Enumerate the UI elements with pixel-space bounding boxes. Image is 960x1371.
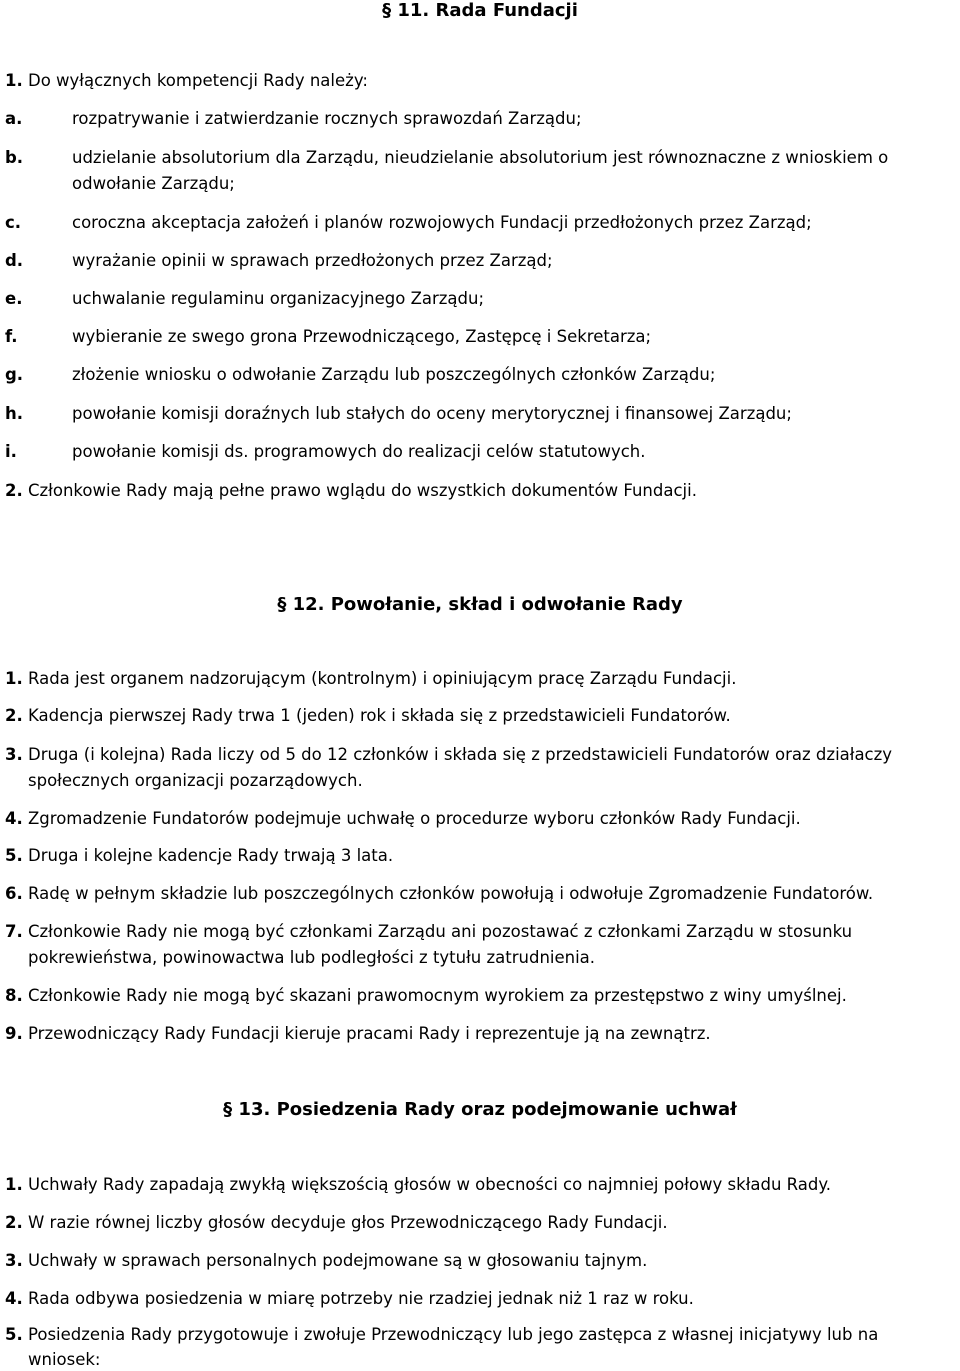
s12-point-9 bbox=[5, 1024, 711, 1043]
item-label: g. bbox=[5, 365, 24, 384]
s12-point-8 bbox=[5, 986, 847, 1005]
item-text: wybieranie ze swego grona Przewodniczącego, Zastępcę i Sekretarza; bbox=[72, 327, 652, 346]
point-number: 2. bbox=[5, 706, 23, 725]
s12-point-7-continued: pokrewieństwa, powinowactwa lub podległości z tytułu zatrudnienia. bbox=[28, 948, 596, 967]
s12-point-1 bbox=[5, 669, 736, 688]
point-number: 4. bbox=[5, 809, 23, 828]
s12-point-5 bbox=[5, 846, 393, 865]
point-text: Przewodniczący Rady Fundacji kieruje pracami Rady i reprezentuje ją na zewnątrz. bbox=[28, 1024, 711, 1043]
point-number: 3. bbox=[5, 745, 23, 764]
point-text: Członkowie Rady nie mogą być członkami Zarządu ani pozostawać z członkami Zarządu w stosunku bbox=[28, 922, 853, 941]
point-number: 1. bbox=[5, 669, 23, 688]
s11-point-1 bbox=[5, 71, 368, 90]
point-number: 2. bbox=[5, 1213, 23, 1232]
item-text: uchwalanie regulaminu organizacyjnego Zarządu; bbox=[72, 289, 485, 308]
s12-point-3-continued: społecznych organizacji pozarządowych. bbox=[28, 771, 363, 790]
s12-point-2 bbox=[5, 706, 731, 725]
point-number: 5. bbox=[5, 1325, 23, 1344]
item-label: e. bbox=[5, 289, 23, 308]
point-number: 5. bbox=[5, 846, 23, 865]
point-text: Rada odbywa posiedzenia w miarę potrzeby nie rzadziej jednak niż 1 raz w roku. bbox=[28, 1289, 694, 1308]
item-text-continued: odwołanie Zarządu; bbox=[72, 174, 235, 193]
point-number: 9. bbox=[5, 1024, 23, 1043]
point-number: 1. bbox=[5, 1175, 23, 1194]
s13-point-5 bbox=[5, 1325, 878, 1344]
point-number: 3. bbox=[5, 1251, 23, 1270]
s11-point-2 bbox=[5, 481, 697, 500]
point-text: Kadencja pierwszej Rady trwa 1 (jeden) rok i składa się z przedstawicieli Fundatorów. bbox=[28, 706, 731, 725]
point-text: Członkowie Rady nie mogą być skazani prawomocnym wyrokiem za przestępstwo z winy umyślnej. bbox=[28, 986, 847, 1005]
item-label: h. bbox=[5, 404, 24, 423]
point-number: 1. bbox=[5, 71, 23, 90]
point-text: Uchwały Rady zapadają zwykłą większością głosów w obecności co najmniej połowy składu Rady. bbox=[28, 1175, 832, 1194]
point-number: 7. bbox=[5, 922, 23, 941]
s12-point-3 bbox=[5, 745, 892, 764]
item-text: rozpatrywanie i zatwierdzanie rocznych sprawozdań Zarządu; bbox=[72, 109, 582, 128]
point-number: 6. bbox=[5, 884, 23, 903]
item-text: wyrażanie opinii w sprawach przedłożonych przez Zarząd; bbox=[72, 251, 553, 270]
s13-point-4 bbox=[5, 1289, 694, 1308]
item-text: coroczna akceptacja założeń i planów rozwojowych Fundacji przedłożonych przez Zarząd; bbox=[72, 213, 812, 232]
section-12-title: § 12. Powołanie, skład i odwołanie Rady bbox=[277, 594, 683, 615]
item-label: a. bbox=[5, 109, 23, 128]
s13-point-1 bbox=[5, 1175, 831, 1194]
point-text: Druga (i kolejna) Rada liczy od 5 do 12 członków i składa się z przedstawicieli Fundatorów oraz działaczy bbox=[28, 745, 893, 764]
item-text: złożenie wniosku o odwołanie Zarządu lub poszczególnych członków Zarządu; bbox=[72, 365, 716, 384]
section-13-title: § 13. Posiedzenia Rady oraz podejmowanie uchwał bbox=[223, 1099, 737, 1120]
point-text: Uchwały w sprawach personalnych podejmowane są w głosowaniu tajnym. bbox=[28, 1251, 648, 1270]
point-text: Zgromadzenie Fundatorów podejmuje uchwałę o procedurze wyboru członków Rady Fundacji. bbox=[28, 809, 801, 828]
s12-point-7 bbox=[5, 922, 852, 941]
item-label: f. bbox=[5, 327, 18, 346]
point-number: 4. bbox=[5, 1289, 23, 1308]
point-number: 8. bbox=[5, 986, 23, 1005]
s13-point-2 bbox=[5, 1213, 668, 1232]
item-label: i. bbox=[5, 442, 17, 461]
point-text: Posiedzenia Rady przygotowuje i zwołuje Przewodniczący lub jego zastępca z własnej inicjatywy lub na bbox=[28, 1325, 879, 1344]
s13-point-3 bbox=[5, 1251, 647, 1270]
s12-point-6 bbox=[5, 884, 873, 903]
item-text: powołanie komisji doraźnych lub stałych do oceny merytorycznej i finansowej Zarządu; bbox=[72, 404, 792, 423]
point-text: Do wyłącznych kompetencji Rady należy: bbox=[28, 71, 368, 90]
point-text: Rada jest organem nadzorującym (kontrolnym) i opiniującym pracę Zarządu Fundacji. bbox=[28, 669, 737, 688]
s12-point-4 bbox=[5, 809, 801, 828]
section-11-title: § 11. Rada Fundacji bbox=[382, 0, 578, 21]
s13-point-5-continued: wniosek: bbox=[28, 1350, 101, 1369]
point-text: Radę w pełnym składzie lub poszczególnych członków powołują i odwołuje Zgromadzenie Fundatorów. bbox=[28, 884, 874, 903]
point-text: Druga i kolejne kadencje Rady trwają 3 lata. bbox=[28, 846, 394, 865]
item-label: d. bbox=[5, 251, 24, 270]
point-text: W razie równej liczby głosów decyduje głos Przewodniczącego Rady Fundacji. bbox=[28, 1213, 668, 1232]
item-text: powołanie komisji ds. programowych do realizacji celów statutowych. bbox=[72, 442, 646, 461]
item-label: b. bbox=[5, 148, 24, 167]
item-label: c. bbox=[5, 213, 22, 232]
point-number: 2. bbox=[5, 481, 23, 500]
item-text: udzielanie absolutorium dla Zarządu, nieudzielanie absolutorium jest równoznaczne z wnioskiem o bbox=[72, 148, 889, 167]
point-text: Członkowie Rady mają pełne prawo wglądu do wszystkich dokumentów Fundacji. bbox=[28, 481, 697, 500]
